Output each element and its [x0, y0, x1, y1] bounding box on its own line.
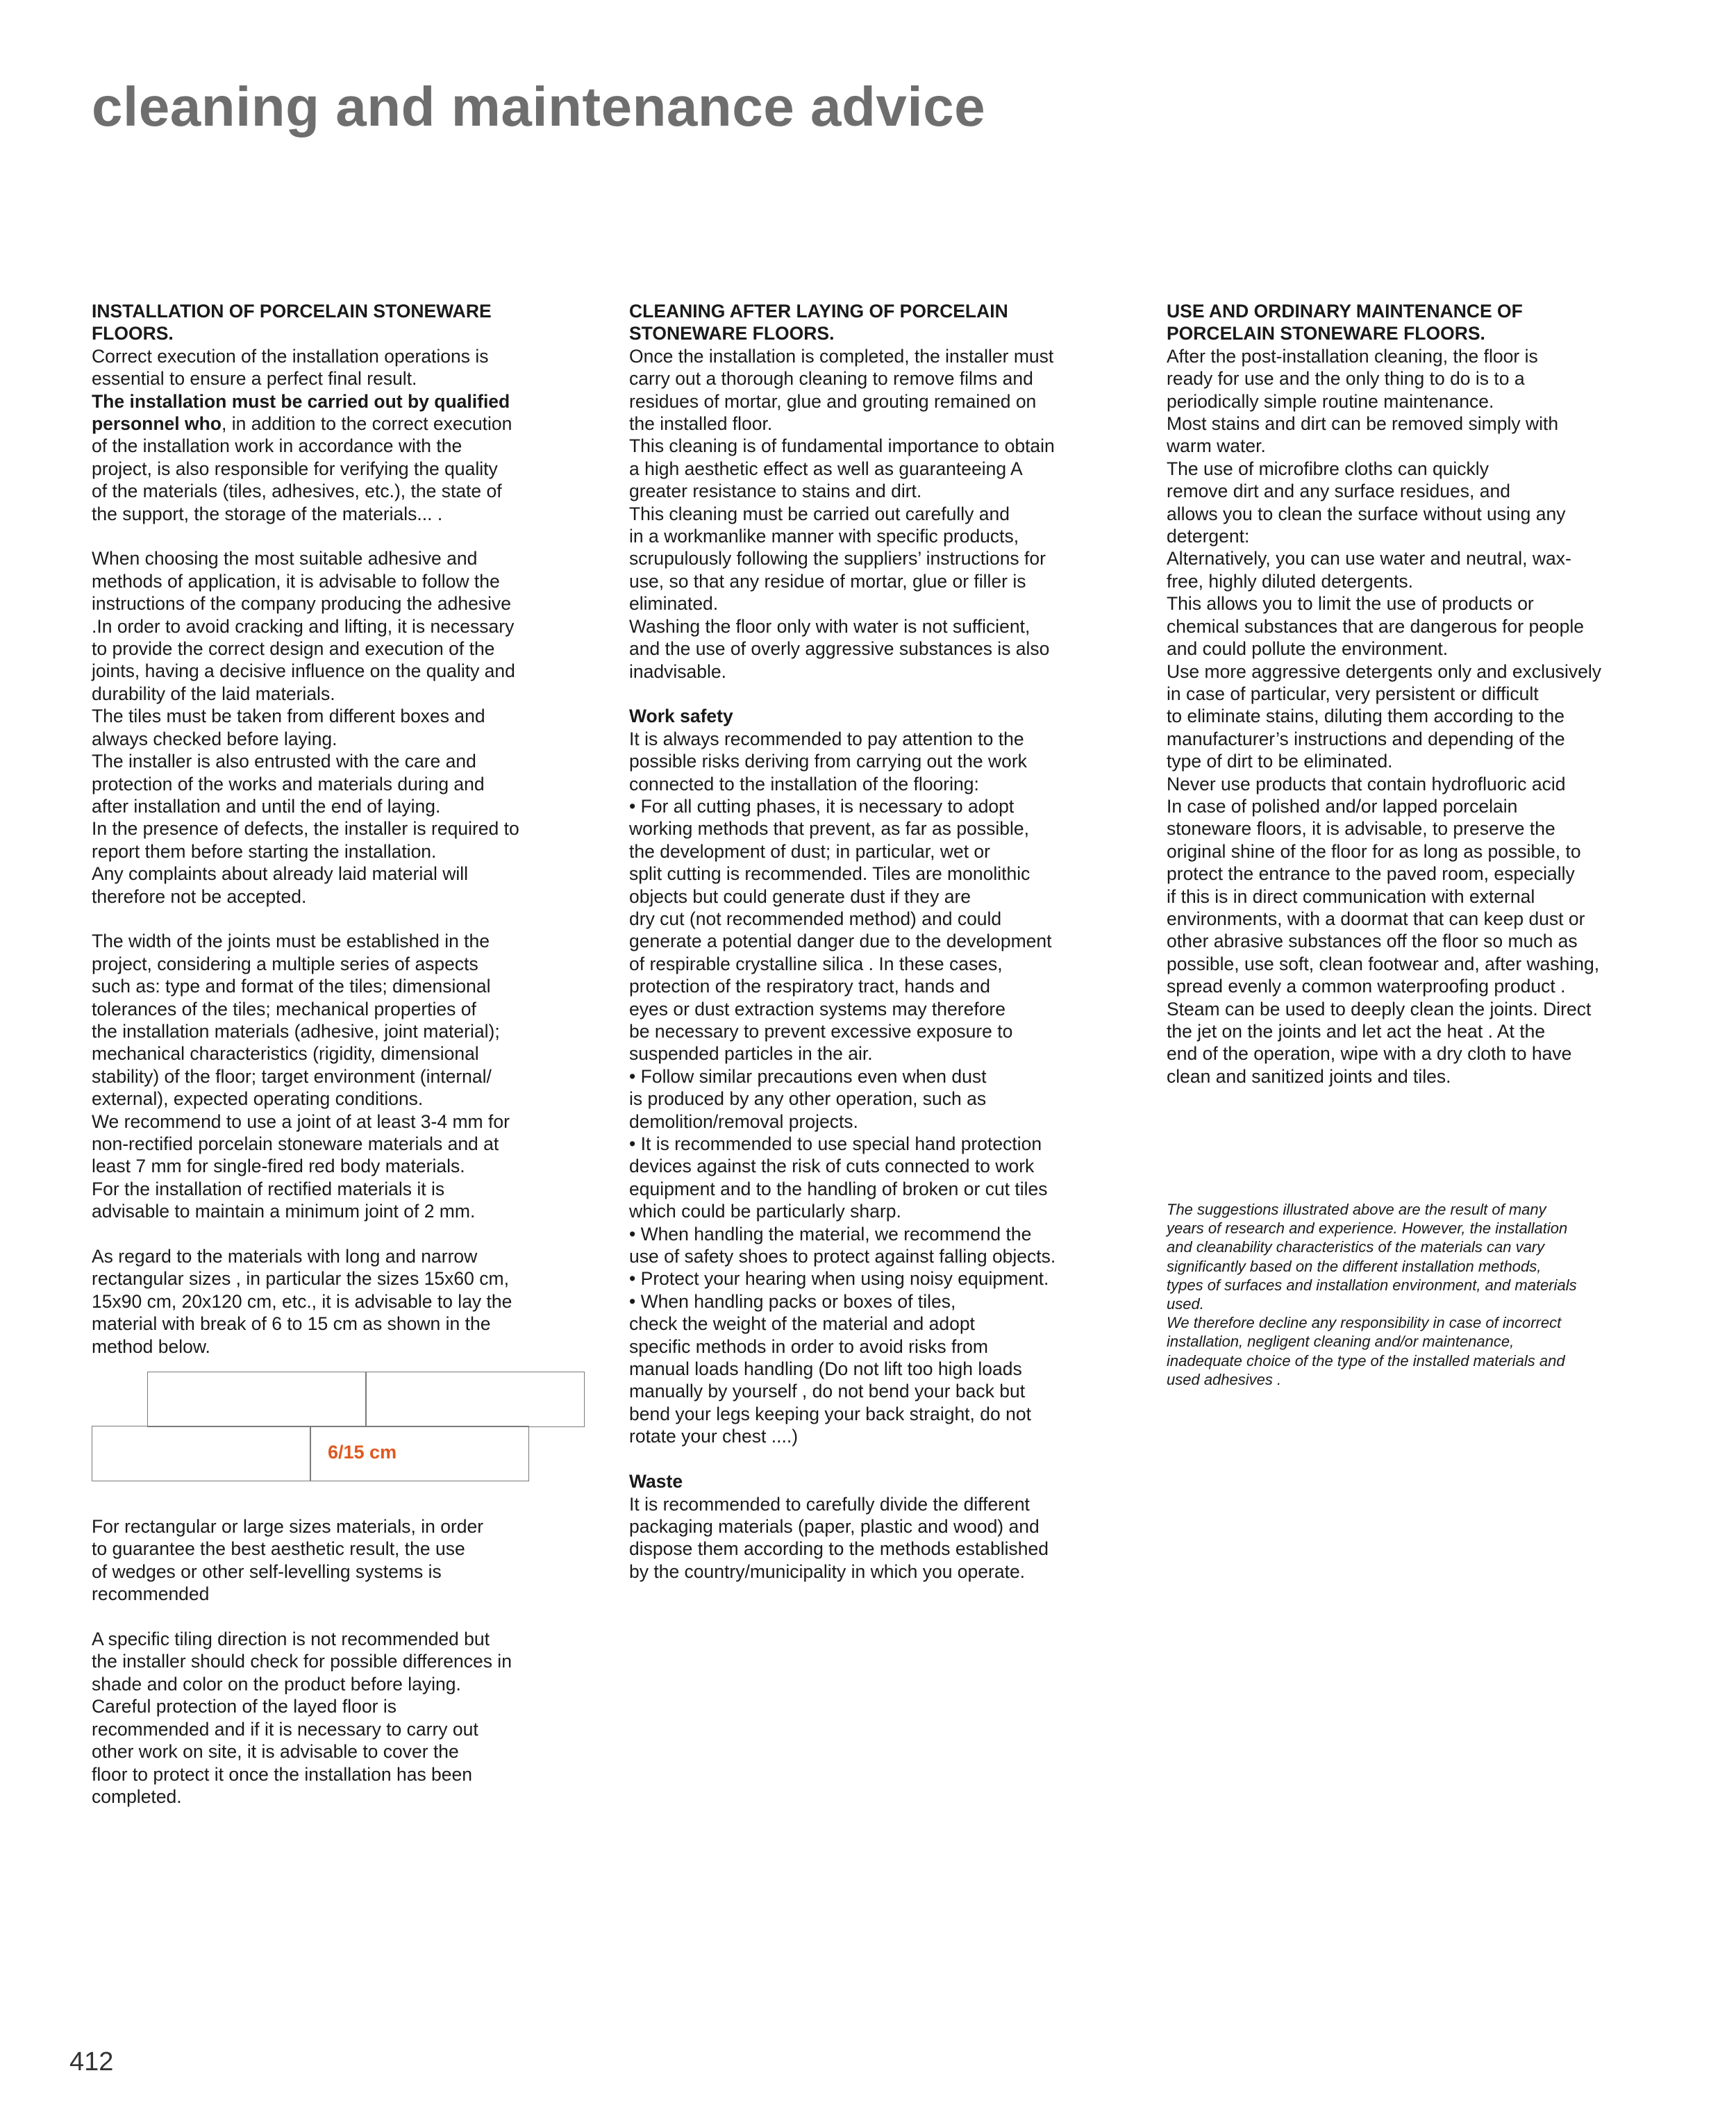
page-number: 412	[69, 2047, 114, 2076]
waste-section: Waste It is recommended to carefully divide the different packaging materials (paper, plastic and wood) and dispose them according to the methods established by the country/municipality in which you operate.	[629, 1470, 1129, 1583]
tile-outline	[92, 1426, 311, 1481]
section-heading-installation: INSTALLATION OF PORCELAIN STONEWARE FLOORS.	[92, 301, 492, 344]
tiling-direction-paragraph: A specific tiling direction is not recommended but the installer should check for possible differences in shade and color on the product before laying. Careful protection of the layed floor is recommended and if it is necessary to carry out other work on site, it is advisable to cover the floor to protect it once the installation has been completed.	[92, 1629, 512, 1807]
disclaimer-note: The suggestions illustrated above are the result of many years of research and experience. However, the installation and cleanability characteristics of the materials can vary significantly based on the different installation methods, types of surfaces and installation environment, and materials used. We therefore decline any responsibility in case of incorrect installation, negligent cleaning and/or maintenance, inadequate choice of the type of the installed materials and used adhesives .	[1167, 1201, 1577, 1388]
maintenance-paragraph: After the post-installation cleaning, the floor is ready for use and the only thing to do is to a periodically simple routine maintenance. Most stains and dirt can be removed simply with warm water. The use of microfibre cloths can quickly remove dirt and any surface residues, and allows you to clean the surface without using any detergent: Alternatively, you can use water and neutral, wax- free, highly diluted detergents. This allows you to limit the use of products or chemical substances that are dangerous for people and could pollute the environment. Use more aggressive detergents only and exclusively in case of particular, very persistent or difficult to eliminate stains, diluting them according to the manufacturer’s instructions and depending of the type of dirt to be eliminated. Never use products that contain hydrofluoric acid In case of polished and/or lapped porcelain stoneware floors, it is advisable, to preserve the original shine of the floor for as long as possible, to protect the entrance to the paved room, especially if this is in direct communication with external environments, with a doormat that can keep dust or other abrasive substances off the floor so much as possible, use soft, clean footwear and, after washing, spread evenly a common waterproofing product . Steam can be used to deeply clean the joints. Direct the jet on the joints and let act the heat . At the end of the operation, wipe with a dry cloth to have clean and sanitized joints and tiles.	[1167, 345, 1602, 1087]
rectangular-sizes-paragraph: As regard to the materials with long and narrow rectangular sizes , in particular the sizes 15x60 cm, 15x90 cm, 20x120 cm, etc., it is advisable to lay the material with break of 6 to 15 cm as shown in the method below.	[92, 1246, 512, 1357]
section-heading-maintenance: USE AND ORDINARY MAINTENANCE OF PORCELAIN STONEWARE FLOORS.	[1167, 301, 1523, 344]
adhesive-paragraph: When choosing the most suitable adhesive and methods of application, it is advisable to follow the instructions of the company producing the adhesive .In order to avoid cracking and lifting, it is necessary to provide the correct design and execution of the joints, having a decisive influence on the quality and durability of the laid materials. The tiles must be taken from different boxes and always checked before laying. The installer is also entrusted with the care and protection of the works and materials during and after installation and until the end of laying. In the presence of defects, the installer is required to report them before starting the installation. Any complaints about already laid material will therefore not be accepted.	[92, 548, 519, 907]
tile-outline	[147, 1372, 367, 1427]
joints-paragraph: The width of the joints must be established in the project, considering a multiple series of aspects such as: type and format of the tiles; dimensional tolerances of the tiles; mechanical properties of the installation materials (adhesive, joint material); mechanical characteristics (rigidity, dimensional stability) of the floor; target environment (internal/ external), expected operating conditions. We recommend to use a joint of at least 3-4 mm for non-rectified porcelain stoneware materials and at least 7 mm for single-fired red body materials. For the installation of rectified materials it is advisable to maintain a minimum joint of 2 mm.	[92, 931, 510, 1222]
work-safety-section: Work safety It is always recommended to pay attention to the possible risks deriving from carrying out the work connected to the installation of the flooring: • For all cutting phases, it is necessary to adopt working methods that prevent, as far as possible, the development of dust; in particular, wet or split cutting is recommended. Tiles are monolithic objects but could generate dust if they are dry cut (not recommended method) and could generate a potential danger due to the development of respirable crystalline silica . In these cases, protection of the respiratory tract, hands and eyes or dust extraction systems may therefore be necessary to prevent excessive exposure to suspended particles in the air. • Follow similar precautions even when dust is produced by any other operation, such as demolition/removal projects. • It is recommended to use special hand protection devices against the risk of cuts connected to work equipment and to the handling of broken or cut tiles which could be particularly sharp. • When handling the material, we recommend the use of safety shoes to protect against falling objects. • Protect your hearing when using noisy equipment. • When handling packs or boxes of tiles, check the weight of the material and adopt specific methods in order to avoid risks from manual loads handling (Do not lift too high loads manually by yourself , do not bend your back but bend your legs keeping your back straight, do not rotate your chest ....)	[629, 705, 1129, 1447]
installation-intro-paragraph: Correct execution of the installation operations is essential to ensure a perfect final result. The installation must be carried out by qualified personnel who, in addition to the correct execution of the installation work in accordance with the project, is also responsible for verifying the quality of the materials (tiles, adhesives, etc.), the state of the support, the storage of the materials... .	[92, 345, 512, 524]
levelling-paragraph: For rectangular or large sizes materials, in order to guarantee the best aesthetic result, the use of wedges or other self-levelling systems is recommended	[92, 1516, 484, 1605]
offset-label: 6/15 cm	[328, 1442, 397, 1463]
waste-heading: Waste	[629, 1471, 683, 1492]
tile-offset-diagram	[92, 1366, 588, 1477]
column-installation	[92, 300, 588, 1808]
tile-outline	[365, 1372, 585, 1427]
cleaning-paragraph: Once the installation is completed, the installer must carry out a thorough cleaning to remove films and residues of mortar, glue and grouting remained on the installed floor. This cleaning is of fundamental importance to obtain a high aesthetic effect as well as guaranteeing A greater resistance to stains and dirt. This cleaning must be carried out carefully and in a workmanlike manner with specific products, scrupulously following the suppliers’ instructions for use, so that any residue of mortar, glue or filler is eliminated. Washing the floor only with water is not sufficient, and the use of overly aggressive substances is also inadvisable.	[629, 345, 1055, 682]
page-title: cleaning and maintenance advice	[92, 76, 986, 138]
column-maintenance	[1167, 300, 1670, 1088]
section-heading-cleaning: CLEANING AFTER LAYING OF PORCELAIN STONEWARE FLOORS.	[629, 301, 1008, 344]
column-cleaning	[629, 300, 1129, 1583]
work-safety-heading: Work safety	[629, 706, 733, 727]
